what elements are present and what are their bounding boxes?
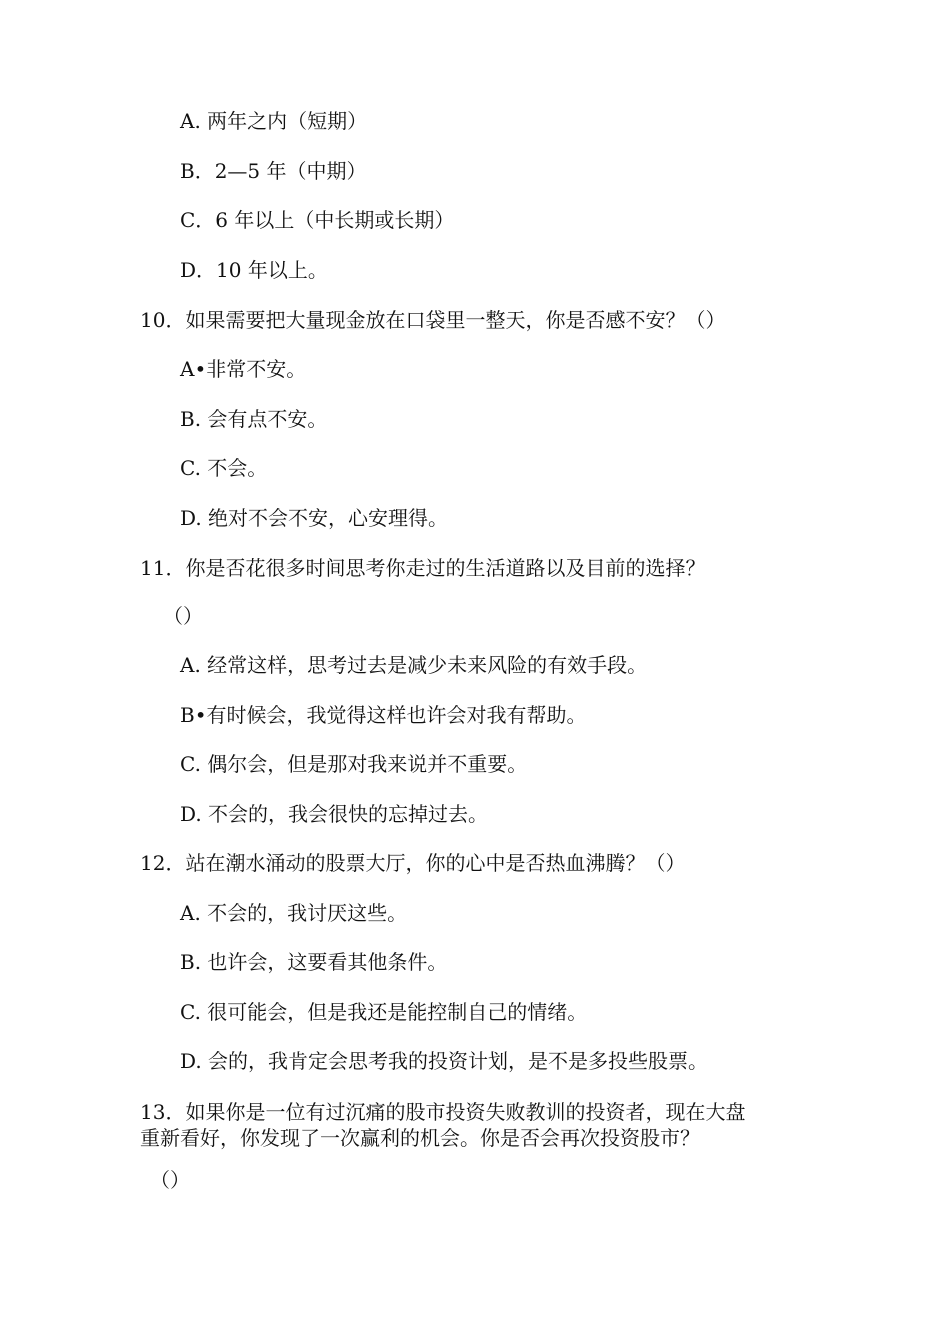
q12-option-c: C. 很可能会，但是我还是能控制自己的情绪。 — [180, 1000, 588, 1024]
q10-option-c: C. 不会。 — [180, 456, 268, 480]
q11-option-c: C. 偶尔会，但是那对我来说并不重要。 — [180, 752, 528, 776]
q13-question-line1: 13．如果你是一位有过沉痛的股市投资失败教训的投资者，现在大盘 — [140, 1100, 746, 1124]
q13-answer-paren: （） — [150, 1168, 190, 1192]
q12-option-a: A. 不会的，我讨厌这些。 — [180, 901, 408, 925]
q9-option-a: A. 两年之内（短期） — [180, 109, 368, 133]
q10-question: 10．如果需要把大量现金放在口袋里一整天，你是否感不安？（） — [140, 308, 726, 332]
q9-option-d: D．10 年以上。 — [180, 258, 328, 282]
q12-question: 12．站在潮水涌动的股票大厅，你的心中是否热血沸腾？（） — [140, 851, 686, 875]
q10-option-a: A•非常不安。 — [180, 357, 307, 381]
q10-option-b: B. 会有点不安。 — [180, 407, 328, 431]
q12-option-d: D. 会的，我肯定会思考我的投资计划，是不是多投些股票。 — [180, 1049, 709, 1073]
q9-option-b: B．2—5 年（中期） — [180, 159, 367, 183]
q9-option-c: C．6 年以上（中长期或长期） — [180, 208, 455, 232]
q11-question: 11．你是否花很多时间思考你走过的生活道路以及目前的选择？ — [140, 556, 706, 580]
q11-option-d: D. 不会的，我会很快的忘掉过去。 — [180, 802, 489, 826]
q11-option-a: A. 经常这样，思考过去是减少未来风险的有效手段。 — [180, 653, 648, 677]
q13-question-line2: 重新看好，你发现了一次赢利的机会。你是否会再次投资股市？ — [140, 1126, 700, 1150]
q11-answer-paren: （） — [163, 604, 203, 628]
q12-option-b: B. 也许会，这要看其他条件。 — [180, 950, 448, 974]
q10-option-d: D. 绝对不会不安，心安理得。 — [180, 506, 449, 530]
q11-option-b: B•有时候会，我觉得这样也许会对我有帮助。 — [180, 703, 587, 727]
